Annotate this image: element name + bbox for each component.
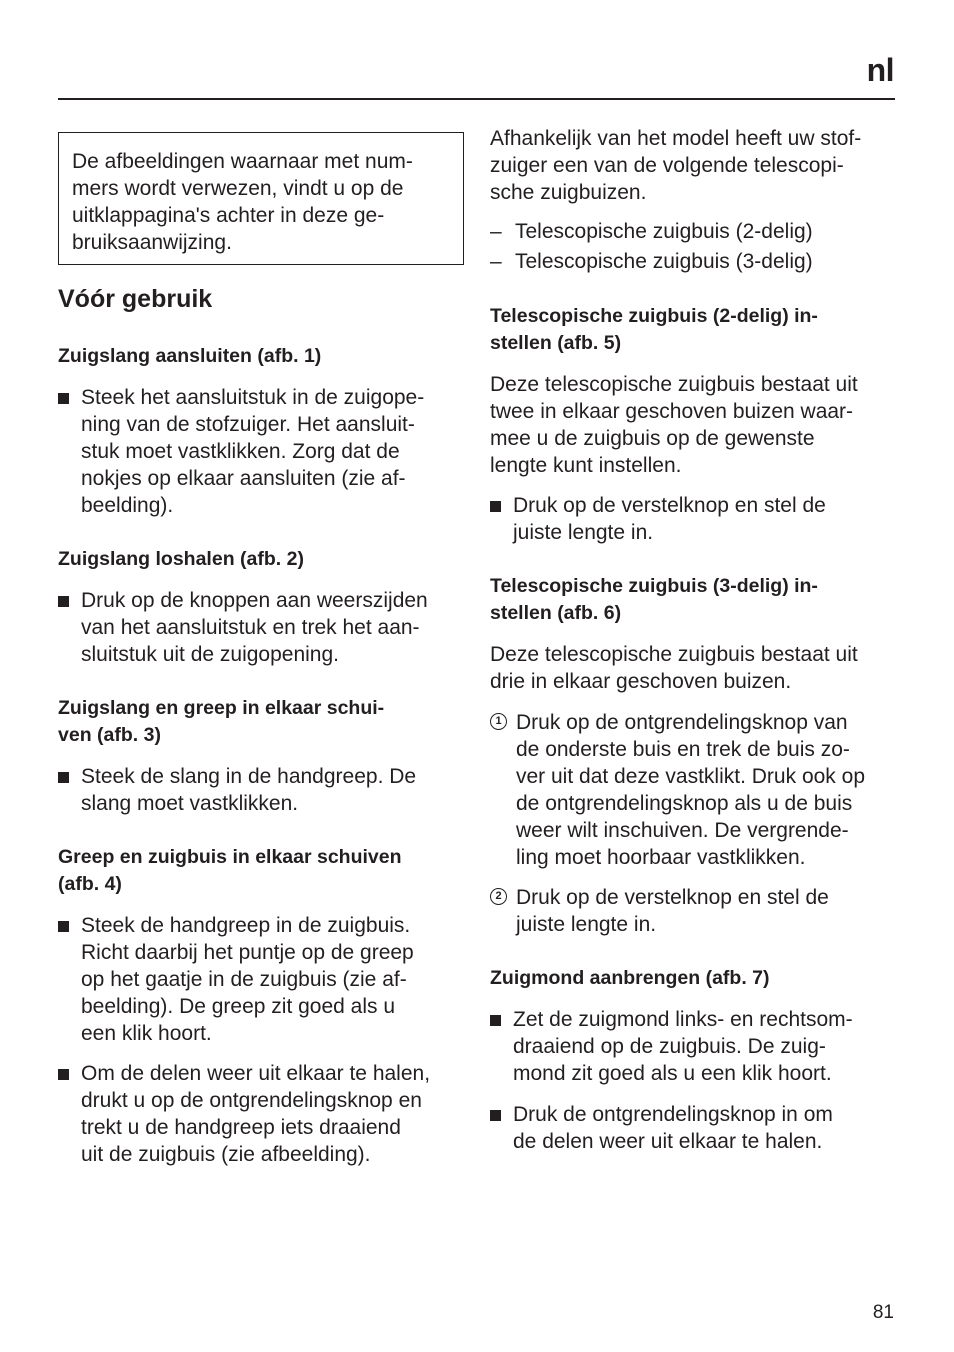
dash-item-2delig: – Telescopische zuigbuis (2-delig) <box>490 217 813 247</box>
bullet-square-icon <box>490 501 501 512</box>
step-1: 1 Druk op de ontgrendelingsknop van de onderste buis en trek de buis zo- ver uit dat deze vastklikt. Druk ook op de ontgrendelingsknop als u de buis weer wilt inschuiven. De vergrende- ling moet hoorbaar vastklikken. <box>490 709 865 871</box>
note-text: De afbeeldingen waarnaar met num- mers wordt verwezen, vindt u op de uitklappagina's achter in deze ge- bruiksaanwijzing. <box>72 150 413 254</box>
intro-text: Afhankelijk van het model heeft uw stof- zuiger een van de volgende telescopi- sche zuigbuizen. <box>490 127 862 204</box>
section-title: Vóór gebruik <box>58 285 213 313</box>
language-label: nl <box>866 52 894 88</box>
step-number-2-icon: 2 <box>490 888 507 905</box>
bullet-square-icon <box>58 393 69 404</box>
note-box <box>58 132 464 265</box>
bullet-afb4-1: Steek de handgreep in de zuigbuis. Richt daarbij het puntje op de greep op het gaatje in de zuigbuis (zie af- beelding). De greep zit goed als u een klik hoort. <box>58 912 414 1047</box>
bullet-afb4-2: Om de delen weer uit elkaar te halen, drukt u op de ontgrendelingsknop en trekt u de handgreep iets draaiend uit de zuigbuis (zie afbeelding). <box>58 1060 430 1168</box>
bullet-square-icon <box>58 772 69 783</box>
text-afb5: Deze telescopische zuigbuis bestaat uit twee in elkaar geschoven buizen waar- mee u de zuigbuis op de gewenste lengte kunt instellen. <box>490 373 858 477</box>
dash-icon: – <box>490 250 502 273</box>
heading-afb3: Zuigslang en greep in elkaar schui- ven (afb. 3) <box>58 697 385 746</box>
page-number: 81 <box>872 1302 894 1323</box>
step-2: 2 Druk op de verstelknop en stel de juiste lengte in. <box>490 884 829 938</box>
bullet-afb5: Druk op de verstelknop en stel de juiste lengte in. <box>490 492 826 546</box>
heading-afb5: Telescopische zuigbuis (2-delig) in- stellen (afb. 5) <box>490 305 818 354</box>
bullet-square-icon <box>58 596 69 607</box>
bullet-afb7-2: Druk de ontgrendelingsknop in om de delen weer uit elkaar te halen. <box>490 1101 833 1155</box>
bullet-square-icon <box>490 1015 501 1026</box>
bullet-afb7-1: Zet de zuigmond links- en rechtsom- draaiend op de zuigbuis. De zuig- mond zit goed als u een klik hoort. <box>490 1006 853 1087</box>
header-rule <box>58 98 895 100</box>
heading-afb4: Greep en zuigbuis in elkaar schuiven (afb. 4) <box>58 846 402 895</box>
bullet-square-icon <box>58 921 69 932</box>
dash-item-3delig: – Telescopische zuigbuis (3-delig) <box>490 247 813 277</box>
bullet-square-icon <box>58 1069 69 1080</box>
text-afb6: Deze telescopische zuigbuis bestaat uit drie in elkaar geschoven buizen. <box>490 643 858 693</box>
heading-afb2: Zuigslang loshalen (afb. 2) <box>58 548 304 570</box>
bullet-afb2: Druk op de knoppen aan weerszijden van het aansluitstuk en trek het aan- sluitstuk uit de zuigopening. <box>58 587 428 668</box>
heading-afb7: Zuigmond aanbrengen (afb. 7) <box>490 967 770 989</box>
dash-icon: – <box>490 220 502 243</box>
heading-afb1: Zuigslang aansluiten (afb. 1) <box>58 345 322 367</box>
step-number-1-icon: 1 <box>490 713 507 730</box>
heading-afb6: Telescopische zuigbuis (3-delig) in- stellen (afb. 6) <box>490 575 818 624</box>
bullet-square-icon <box>490 1110 501 1121</box>
bullet-afb1: Steek het aansluitstuk in de zuigope- ning van de stofzuiger. Het aansluit- stuk moet vastklikken. Zorg dat de nokjes op elkaar aansluiten (zie af- beelding). <box>58 384 424 519</box>
bullet-afb3: Steek de slang in de handgreep. De slang moet vastklikken. <box>58 763 416 817</box>
